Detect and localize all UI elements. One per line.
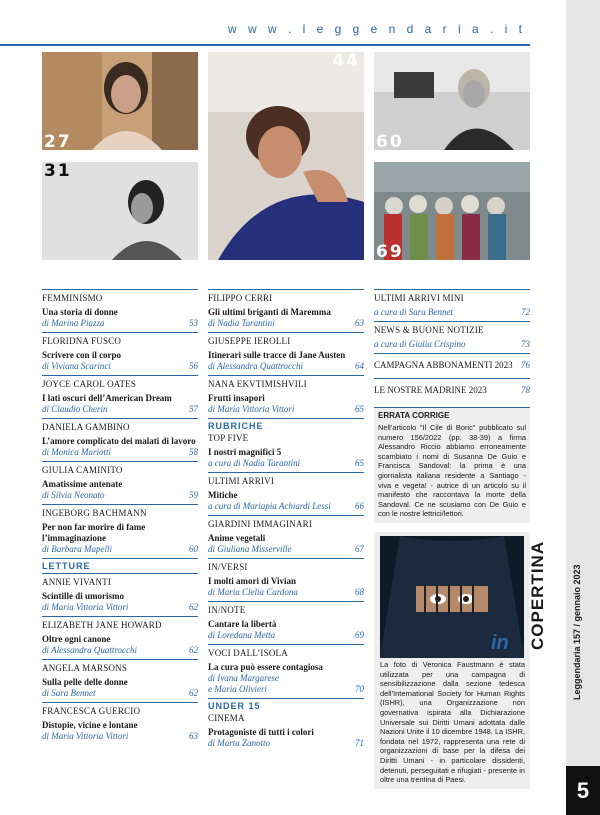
entry-title: Oltre ogni canone [42,634,111,644]
entry-title: I lati oscuri dell’American Dream [42,393,172,403]
entry-author: di Giuliana Misserville [208,544,292,554]
cover-caption: La foto di Veronica Faustmann è stata utilizzata per una campagna di sensibilizzazione dalla sezione tedesca dell’International Society for Human Rights (ISHR), una Organizzazione non governativa ispirata alla Dichiarazione Universale sui Diritti Umani adottata dalle Nazioni Unite il 10 dicembre 1948. La ISHR, fondata nel 1972, rappresenta una rete di organizzazioni di base per la difesa dei Diritti Umani - in particolare dissidenti, detenuti, perseguitati e rifugiati - presente in oltre una trentina di Paesi. [380,660,525,785]
entry-section: INGEBORG BACHMANN [42,508,147,518]
toc-entry[interactable] [374,321,530,350]
errata-text: Nell’articolo "Il Cile di Boric" pubblicato sul numero 156/2022 (pp. 38-39) a firma Alessandro Riccio abbiamo erroneamente scambiato i nomi di Susanna De Guio e Francisca Sandoval: la prima è una giornalista italiana residente a Santiago - viva e vegeta! - autrice di un articolo su il manifesto che raccontava la morte della Sandoval. Ce ne scusiamo con De Guio e con le nostre lettrici/lettori. [378,423,526,519]
entry-page: 65 [355,404,364,414]
entry-title: Anime vegetali [208,533,266,543]
entry-page: 62 [189,688,198,698]
toc-entry[interactable] [208,472,364,512]
entry-section: CINEMA [208,713,245,723]
entry-section: IN/NOTE [208,605,246,615]
entry-title: Scintille di umorismo [42,591,125,601]
entry-title: Protagoniste di tutti i colori [208,727,314,737]
entry-page: 59 [189,490,198,500]
photo-27 [42,52,198,150]
entry-page: 63 [355,318,364,328]
entry-section: FEMMINISMO [42,293,103,303]
entry-section: GIARDINI IMMAGINARI [208,519,313,529]
contents-column-1 [42,289,198,745]
entry-author: di Nadia Tarantini [208,318,275,328]
entry-section: DANIELA GAMBINO [42,422,130,432]
entry-page: 72 [521,307,530,317]
errata-heading: ERRATA CORRIGE [378,411,450,420]
entry-title: Cantare la libertà [208,619,277,629]
toc-entry[interactable] [208,289,364,329]
entry-author: di Marina Piazza [42,318,105,328]
entry-author: di Claudio Cherin [42,404,108,414]
entry-page: 63 [189,731,198,741]
entry-author: e Maria Olivieri [208,684,267,694]
entry-title: Gli ultimi briganti di Maremma [208,307,331,317]
toc-entry[interactable] [42,616,198,656]
photo-number: 69 [376,242,404,260]
in-badge: in [491,632,509,654]
entry-title: Itinerari sulle tracce di Jane Austen [208,350,346,360]
errata-corrige-box [374,407,530,523]
entry-title: Sulla pelle delle donne [42,677,128,687]
entry-author: di Maria Clelia Cardona [208,587,298,597]
toc-entry[interactable] [42,573,198,613]
entry-section: TOP FIVE [208,433,249,443]
toc-entry[interactable] [208,713,364,749]
entry-author: di Barbara Mapelli [42,544,112,554]
photo-number: 27 [44,132,72,150]
photo-31 [42,162,198,260]
entry-author: a cura di Sara Bennet [374,307,453,317]
photo-number: 60 [376,132,404,150]
entry-title: Scrivere con il corpo [42,350,122,360]
entry-page: 58 [189,447,198,457]
photo-number: 31 [44,162,72,181]
entry-author: di Monica Mariotti [42,447,111,457]
entry-page: 70 [355,684,364,694]
entry-page: 71 [355,738,364,748]
entry-page: 62 [189,645,198,655]
photo-69 [374,162,530,260]
page-number: 5 [566,766,600,815]
entry-section: FILIPPO CERRI [208,293,273,303]
entry-title: Frutti insapori [208,393,265,403]
entry-page: 65 [355,458,364,468]
toc-entry[interactable] [42,702,198,742]
entry-title: LE NOSTRE MADRINE 2023 [374,385,487,395]
contents-column-3 [374,289,530,523]
issue-label: Leggendaria 157 / gennaio 2023 [572,564,582,700]
toc-entry[interactable] [208,515,364,555]
toc-entry[interactable] [208,644,364,695]
entry-author: di Maria Vittoria Vittori [42,731,129,741]
toc-entry[interactable] [42,659,198,699]
toc-entry[interactable] [208,375,364,415]
entry-author: di Silvia Neonato [42,490,105,500]
entry-author: di Sara Bennet [42,688,96,698]
toc-entry[interactable] [208,433,364,469]
toc-entry[interactable] [42,461,198,501]
toc-entry[interactable] [42,504,198,555]
entry-page: 67 [355,544,364,554]
entry-section: FLORIDNA FUSCO [42,336,122,346]
entry-section: NANA EKVTIMISHVILI [208,379,307,389]
photo-number: 44 [332,52,360,71]
toc-entry[interactable] [42,332,198,372]
entry-author: di Alessandra Quattrocchi [42,645,137,655]
entry-author: di Viviana Scarinci [42,361,111,371]
entry-page: 62 [189,602,198,612]
entry-author: di Marta Zanotto [208,738,271,748]
entry-title: L’amore complicato dei malati di lavoro [42,436,196,446]
entry-page: 69 [355,630,364,640]
entry-page: 53 [189,318,198,328]
entry-page: 66 [355,501,364,511]
toc-entry[interactable] [208,558,364,598]
entry-author: a cura di Mariapia Achiardi Lessi [208,501,331,511]
toc-entry[interactable] [208,332,364,372]
entry-title: Amatissime antenate [42,479,123,489]
photo-60 [374,52,530,150]
entry-section: ANGELA MARSONS [42,663,128,673]
entry-section: FRANCESCA GUERCIO [42,706,141,716]
section-heading-letture: LETTURE [42,558,198,571]
section-heading-rubriche: RUBRICHE [208,418,364,431]
entry-page: 78 [521,385,530,395]
website-url[interactable]: w w w . l e g g e n d a r i a . i t [227,22,526,36]
entry-author: a cura di Giulia Crispino [374,339,466,349]
toc-entry-madrine[interactable] [374,378,530,403]
toc-entry[interactable] [42,418,198,458]
entry-section: IN/VERSI [208,562,248,572]
entry-title: CAMPAGNA ABBONAMENTI 2023 [374,360,513,370]
entry-page: 64 [355,361,364,371]
entry-page: 56 [189,361,198,371]
entry-title: I nostri magnifici 5 [208,447,282,457]
entry-title: La cura può essere contagiosa [208,662,323,672]
entry-author: a cura di Nadia Tarantini [208,458,301,468]
entry-title: Distopie, vicine e lontane [42,720,138,730]
entry-title: I molti amori di Vivian [208,576,297,586]
toc-entry[interactable] [42,375,198,415]
entry-title: Per non far morire di fame l’immaginazione [42,522,146,543]
entry-page: 60 [189,544,198,554]
entry-section: JOYCE CAROL OATES [42,379,137,389]
entry-author: di Loredana Metta [208,630,276,640]
entry-section: GIULIA CAMINITO [42,465,123,475]
entry-page: 68 [355,587,364,597]
photo-44 [208,52,364,260]
toc-entry[interactable] [208,601,364,641]
entry-author: di Alessandra Quattrocchi [208,361,303,371]
entry-page: 57 [189,404,198,414]
entry-author: di Maria Vittoria Vittori [42,602,129,612]
entry-section: ULTIMI ARRIVI MINI [374,293,464,303]
entry-section: VOCI DALL’ISOLA [208,648,288,658]
entry-title: Mitiche [208,490,238,500]
entry-title: Una storia di donne [42,307,118,317]
cover-section-label: COPERTINA [528,540,547,650]
entry-author: di Ivana Margarese [208,673,279,683]
entry-author: di Maria Vittoria Vittori [208,404,295,414]
entry-section: GIUSEPPE IEROLLI [208,336,291,346]
entry-section: ELIZABETH JANE HOWARD [42,620,162,630]
toc-entry[interactable] [42,289,198,329]
toc-entry[interactable] [374,289,530,318]
contents-column-2 [208,289,364,752]
toc-entry-campagna[interactable] [374,353,530,378]
entry-section: ULTIMI ARRIVI [208,476,275,486]
entry-section: ANNIE VIVANTI [42,577,112,587]
entry-section: NEWS & BUONE NOTIZIE [374,325,484,335]
entry-page: 73 [521,339,530,349]
entry-page: 76 [521,360,530,370]
section-heading-under15: UNDER 15 [208,698,364,711]
header-rule [0,44,530,46]
